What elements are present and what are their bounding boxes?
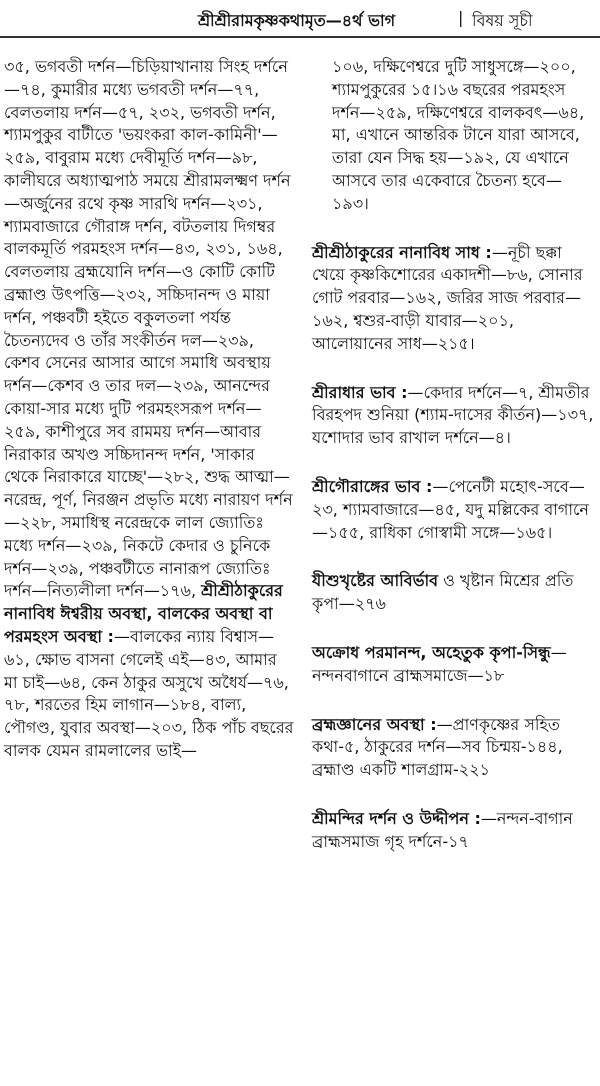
entry-body: —নন্দন-বাগান ব্রাহ্মসমাজ গৃহ দর্শনে-১৭ <box>312 808 573 851</box>
entry-body: ও খৃষ্টান মিশ্রের প্রতি কৃপা—২৭৬ <box>312 571 574 614</box>
header-rule <box>0 36 600 38</box>
entry-heading: ব্রহ্মজ্ঞানের অবস্থা : <box>312 714 437 734</box>
right-column <box>312 56 596 880</box>
entry-body: —নন্দনবাগানে ব্রাহ্মসমাজে—১৮ <box>312 642 567 685</box>
entry-body: —কেদার দর্শনে—৭, শ্রীমতীর বিরহপদ শুনিয়া (শ্যাম-দাসের কীর্তন)—১৩৭, যশোদার ভাব রাখাল দর্শনে—৪। <box>312 382 594 448</box>
entry-body: —নূচী ছক্কা খেয়ে কৃষ্ণকিশোরের একাদশী—৮৬, সোনার গোট পরবার—১৬২, জরির সাজ পরবার—১৬২, শ্বশুর-বাড়ী যাবার—২০১, আলোয়ানের সাধ—২১৫। <box>312 242 583 353</box>
section-title: বিষয় সূচী <box>472 11 533 30</box>
entry-heading: শ্রীরাধার ভাব : <box>312 382 408 402</box>
entry-heading: শ্রীগৌরাঙ্গের ভাব : <box>312 476 433 496</box>
continuation-text: ১০৬, দক্ষিণেশ্বরে দুটি সাধুসঙ্গে—২০০, শ্যামপুকুরের ১৫।১৬ বছরের পরমহংস দর্শন—২৫৯, দক্ষিণেশ্বরে বালকবৎ—৬৪, মা, এখানে আন্তরিক টানে যারা আসবে, তারা যেন সিদ্ধ হয়—১৯২, যে এখানে আসবে তার একেবারে চৈতন্য হবে—১৯৩। <box>332 57 585 213</box>
entry-heading: শ্রীমন্দির দর্শন ও উদ্দীপন : <box>312 808 481 828</box>
left-column <box>4 56 294 763</box>
index-entry <box>312 642 596 688</box>
header-separator: | <box>458 8 464 27</box>
book-title: শ্রীশ্রীরামকৃষ্ণকথামৃত—৪র্থ ভাগ <box>198 11 396 30</box>
entry-body: —বালকের ন্যায় বিশ্বাস—৬১, ক্ষোভ বাসনা গেলেই এই—৪৩, আমার মা চাই—৬৪, কেন ঠাকুর অসুখে অধৈর্য—৭৬, ৭৮, শরতের হিম লাগান—১৮৪, বাল্য, পৌগণ্ড, যুবার অবস্থা—২০৩, ঠিক পাঁচ বছরের বালক যেমন রামলালের ভাই— <box>4 626 294 760</box>
left-column-text <box>4 56 294 763</box>
right-continuation <box>312 56 596 216</box>
index-entry <box>312 476 596 544</box>
entry-body: —পেনেটী মহোৎ-সবে—২৩, শ্যামবাজারে—৪৫, যদু মল্লিকের বাগানে—১৫৫, রাধিকা গোস্বামী সঙ্গে—১৬৫। <box>312 476 589 542</box>
index-entry <box>312 714 596 782</box>
entry-heading: অক্রোধ পরমানন্দ, অহেতুক কৃপা-সিন্ধু <box>312 642 551 662</box>
index-entry <box>312 570 596 616</box>
entry-heading: শ্রীশ্রীঠাকুরের নানাবিধ সাধ : <box>312 242 492 262</box>
entry-body: —প্রাণকৃষ্ণের সহিত কথা-৫, ঠাকুরের দর্শন—সব চিন্ময়-১৪৪, ব্রহ্মাণ্ড একটি শালগ্রাম-২২১ <box>312 714 563 780</box>
entry-heading: যীশুখৃষ্টের আবির্ভাব <box>312 571 439 591</box>
running-header <box>0 6 600 32</box>
index-entry <box>312 382 596 450</box>
index-entry <box>312 808 596 854</box>
entry-heading: শ্রীশ্রীঠাকুরের নানাবিধ ঈশ্বরীয় অবস্থা, বালকের অবস্থা বা পরমহংস অবস্থা : <box>4 581 283 646</box>
left-continuation-text: ৩৫, ভগবতী দর্শন—চিড়িয়াখানায় সিংহ দর্শনে—৭৪, কুমারীর মধ্যে ভগবতী দর্শন—৭৭, বেলতলায় দর্শন—৫৭, ২৩২, ভগবতী দর্শন, শ্যামপুকুর বাটীতে 'ভয়ংকরা কাল-কামিনী'—২৫৯, বাবুরাম মধ্যে দেবীমূর্তি দর্শন—৯৮, কালীঘরে অধ্যাত্মপাঠ সময়ে শ্রীরামলক্ষ্মণ দর্শন—অর্জুনের রথে কৃষ্ণ সারথি দর্শন—২৩১, শ্যামবাজারে গৌরাঙ্গ দর্শন, বটতলায় দিগম্বর বালকমূর্তি পরমহংস দর্শন—৪৩, ২৩১, ১৬৪, বেলতলায় ব্রহ্মযোনি দর্শন—ও কোটি কোটি ব্রহ্মাণ্ড উৎপত্তি—২৩২, সচ্চিদানন্দ ও মায়া দর্শন, পঞ্চবটী হইতে বকুলতলা পর্যন্ত চৈতন্যদেব ও তাঁর সংকীর্তন দল—২৩৯, কেশব সেনের আসার আগে সমাধি অবস্থায় দর্শন—কেশব ও তার দল—২৩৯, আনন্দের কোয়া-সার মধ্যে দুটি পরমহংসরূপ দর্শন—২৫৯, কাশীপুরে সব রামময় দর্শন—আবার নিরাকার অখণ্ড সচ্চিদানন্দ দর্শন, 'সাকার থেকে নিরাকারে যাচ্ছে'—২৮২, শুদ্ধ আত্মা—নরেন্দ্র, পূর্ণ, নিরঞ্জন প্রভৃতি মধ্যে নারায়ণ দর্শন—২২৮, সমাধিস্থ নরেন্দ্রকে লাল জ্যোতিঃ মধ্যে দর্শন—২৩৯, নিকটে কেদার ও চুনিকে দর্শন—২৩৯, পঞ্চবটীতে নানারূপ জ্যোতিঃ দর্শন—নিত্যলীলা দর্শন—১৭৬, <box>4 57 293 601</box>
index-entry <box>312 242 596 356</box>
